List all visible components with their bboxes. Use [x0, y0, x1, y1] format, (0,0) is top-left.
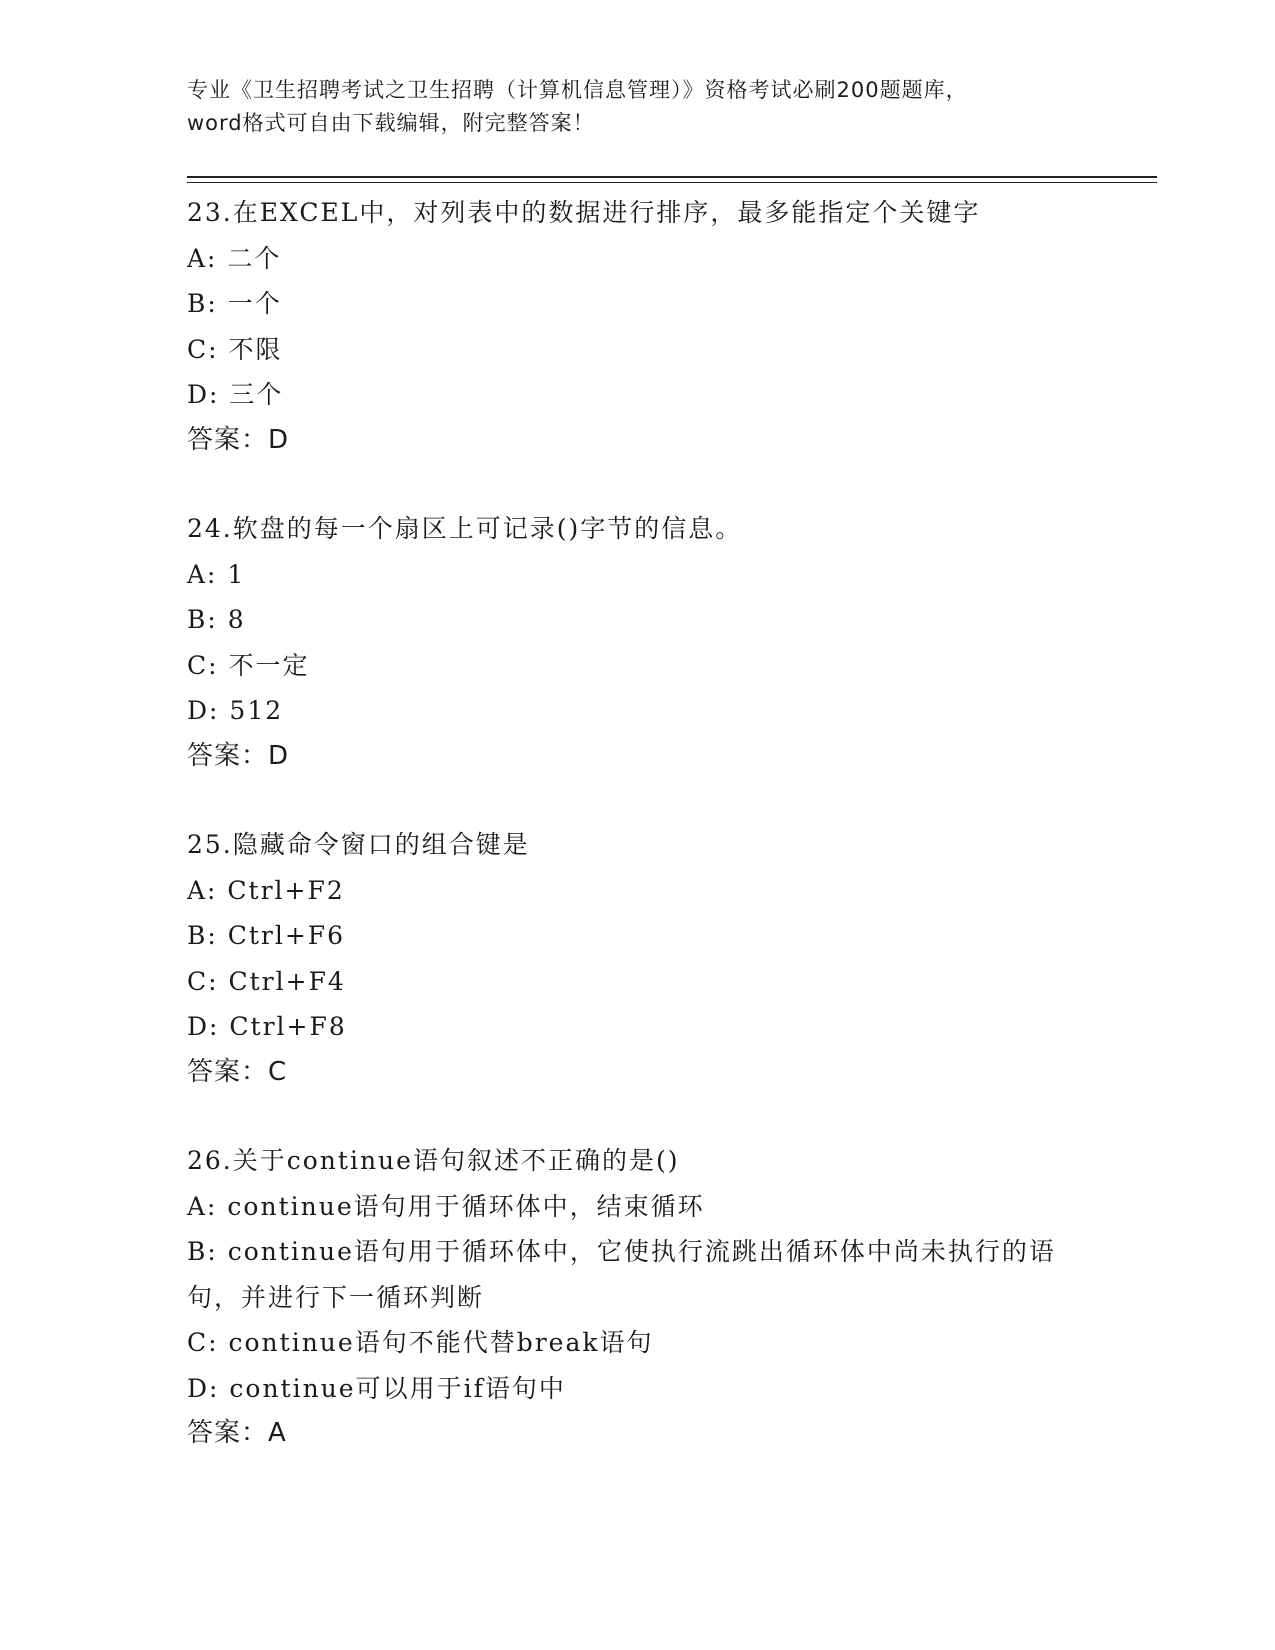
- option-a: A: 二个: [187, 243, 282, 273]
- option-b: B: Ctrl+F6: [187, 921, 346, 950]
- answer: 答案：A: [187, 1418, 287, 1448]
- header-divider-thin: [187, 182, 1157, 183]
- option-c: C: 不一定: [187, 650, 310, 680]
- option-a: A: 1: [187, 559, 246, 589]
- question-25: [187, 822, 1107, 1095]
- option-d: D: continue可以用于if语句中: [187, 1373, 566, 1403]
- header-line-2: word格式可自由下载编辑，附完整答案！: [187, 111, 595, 135]
- option-b: B: continue语句用于循环体中，它使执行流跳出循环体中尚未执行的语句，并进行下一循环判断: [187, 1237, 1056, 1312]
- option-c: C: Ctrl+F4: [187, 966, 346, 996]
- answer: 答案：C: [187, 1056, 288, 1087]
- option-d: D: Ctrl+F8: [187, 1012, 347, 1041]
- header-divider-thick: [187, 176, 1157, 178]
- question-stem: 23.在EXCEL中，对列表中的数据进行排序，最多能指定个关键字: [187, 198, 981, 227]
- option-c: C: 不限: [187, 334, 283, 364]
- question-26: [187, 1138, 1107, 1457]
- answer: 答案：D: [187, 740, 290, 771]
- question-stem: 25.隐藏命令窗口的组合键是: [187, 830, 530, 859]
- option-d: D: 三个: [187, 380, 284, 409]
- question-list: [187, 190, 1107, 1500]
- option-c: C: continue语句不能代替break语句: [187, 1328, 654, 1357]
- answer: 答案：D: [187, 424, 290, 455]
- question-stem: 24.软盘的每一个扇区上可记录()字节的信息。: [187, 514, 743, 543]
- question-24: [187, 506, 1107, 779]
- document-header: [187, 74, 1067, 140]
- question-23: [187, 190, 1107, 463]
- header-line-1: 专业《卫生招聘考试之卫生招聘（计算机信息管理）》资格考试必刷200题题库，: [187, 78, 968, 102]
- option-a: A: Ctrl+F2: [187, 875, 345, 905]
- option-d: D: 512: [187, 696, 284, 725]
- option-a: A: continue语句用于循环体中，结束循环: [187, 1191, 705, 1221]
- option-b: B: 一个: [187, 289, 282, 318]
- question-stem: 26.关于continue语句叙述不正确的是(): [187, 1146, 680, 1175]
- option-b: B: 8: [187, 605, 246, 634]
